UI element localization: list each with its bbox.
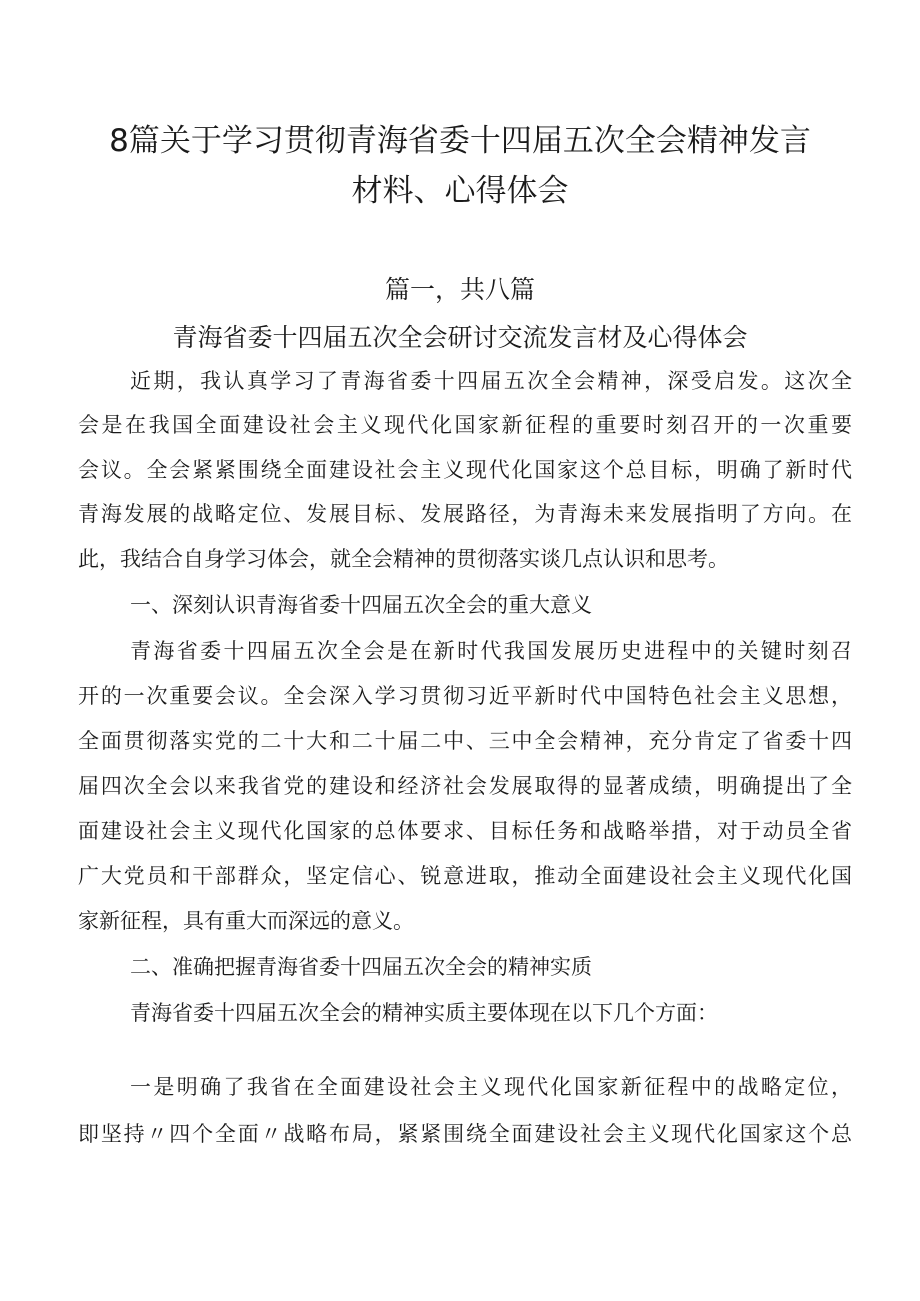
document-title-line-1: 8篇关于学习贯彻青海省委十四届五次全会精神发言	[109, 123, 811, 159]
paragraph-line: 全面贯彻落实党的二十大和二十届二中、三中全会精神，充分肯定了省委十四	[78, 729, 852, 753]
document-title-line-2: 材料、心得体会	[351, 173, 569, 209]
paragraph-line: 青海省委十四届五次全会的精神实质主要体现在以下几个方面：	[130, 1001, 718, 1025]
section-label: 篇一，共八篇	[384, 275, 535, 304]
paragraph-line: 一是明确了我省在全面建设社会主义现代化国家新征程中的战略定位，	[130, 1075, 852, 1099]
paragraph-line: 广大党员和干部群众，坚定信心、锐意进取，推动全面建设社会主义现代化国	[78, 864, 852, 888]
section-subheading: 二、准确把握青海省委十四届五次全会的精神实质	[130, 955, 592, 979]
paragraph-line: 届四次全会以来我省党的建设和经济社会发展取得的显著成绩，明确提出了全	[78, 774, 852, 798]
paragraph-line: 家新征程，具有重大而深远的意义。	[78, 909, 414, 933]
section-heading: 青海省委十四届五次全会研讨交流发言材及心得体会	[172, 323, 748, 352]
paragraph-line: 青海发展的战略定位、发展目标、发展路径，为青海未来发展指明了方向。在	[78, 502, 852, 526]
paragraph-line: 青海省委十四届五次全会是在新时代我国发展历史进程中的关键时刻召	[130, 639, 852, 663]
paragraph-line: 即坚持〃四个全面〃战略布局，紧紧围绕全面建设社会主义现代化国家这个总	[78, 1122, 852, 1146]
paragraph-line: 会议。全会紧紧围绕全面建设社会主义现代化国家这个总目标，明确了新时代	[78, 458, 852, 482]
paragraph-line: 会是在我国全面建设社会主义现代化国家新征程的重要时刻召开的一次重要	[78, 413, 852, 437]
paragraph-line: 此，我结合自身学习体会，就全会精神的贯彻落实谈几点认识和思考。	[78, 547, 729, 571]
paragraph-line: 面建设社会主义现代化国家的总体要求、目标任务和战略举措，对于动员全省	[78, 819, 852, 843]
paragraph-line: 近期，我认真学习了青海省委十四届五次全会精神，深受启发。这次全	[130, 369, 852, 393]
section-subheading: 一、深刻认识青海省委十四届五次全会的重大意义	[130, 593, 592, 617]
paragraph-line: 开的一次重要会议。全会深入学习贯彻习近平新时代中国特色社会主义思想，	[78, 684, 852, 708]
